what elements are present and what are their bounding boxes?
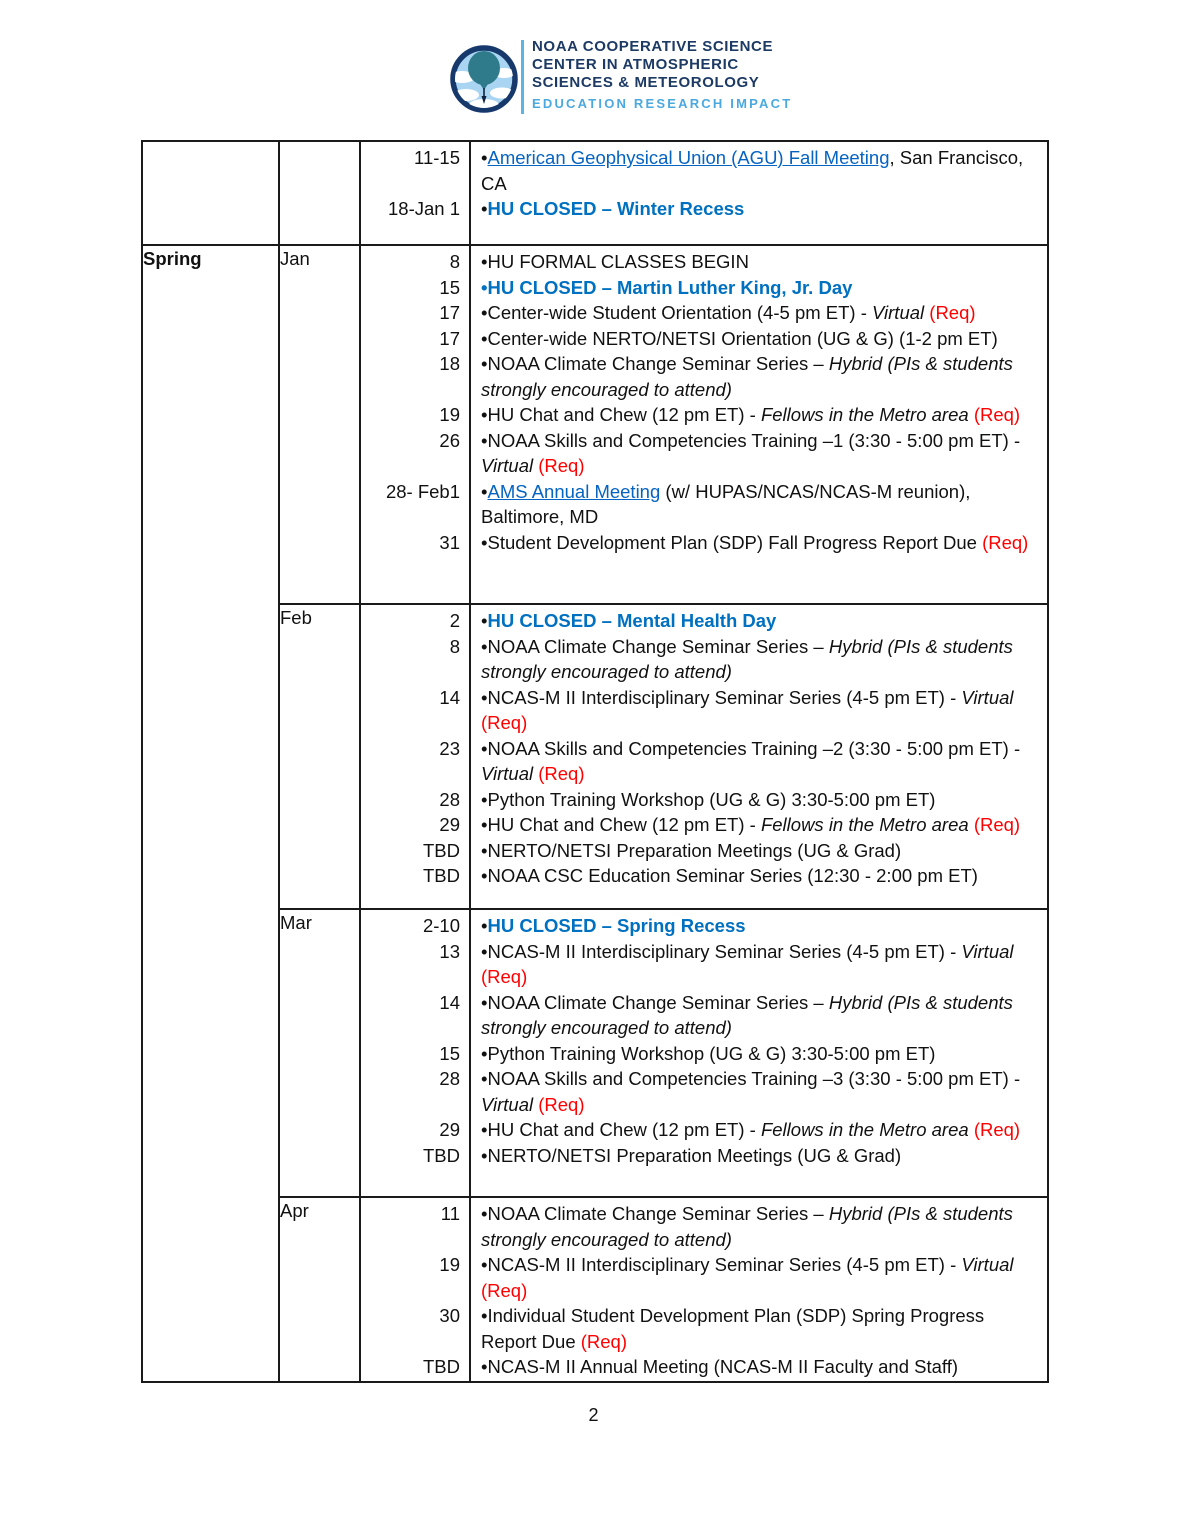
date-event-divider bbox=[469, 1198, 471, 1381]
table-row bbox=[142, 245, 1048, 604]
event-text-segment: Virtual bbox=[961, 940, 1014, 962]
dates-events-cell bbox=[360, 1197, 1048, 1382]
event-date: 17 bbox=[439, 302, 460, 323]
event-text bbox=[469, 275, 1047, 301]
event-text-segment: Virtual bbox=[872, 302, 925, 323]
event-text bbox=[469, 913, 1047, 939]
event-text-segment: •NOAA Climate Change Seminar Series – bbox=[481, 353, 829, 374]
event-text-segment: •NOAA Climate Change Seminar Series – bbox=[481, 1203, 829, 1224]
event-date: 18-Jan 1 bbox=[388, 198, 460, 219]
event-text-segment: • bbox=[481, 915, 488, 936]
event-text-segment: , San Francisco, CA bbox=[481, 147, 1024, 194]
event-text-segment: Virtual bbox=[481, 1093, 534, 1115]
event-text-segment: •NCAS-M II Interdisciplinary Seminar Series (4-5 pm ET) - bbox=[481, 686, 962, 708]
event-text-segment: •HU Chat and Chew (12 pm ET) - bbox=[481, 814, 761, 835]
event-date: 29 bbox=[439, 814, 460, 835]
event-text-segment: •NOAA Climate Change Seminar Series – bbox=[481, 635, 829, 657]
event-text bbox=[469, 1354, 1047, 1380]
event-text bbox=[469, 1303, 1047, 1354]
event-date: 28 bbox=[439, 1068, 460, 1089]
month-cell bbox=[279, 141, 360, 245]
event-text-segment: Virtual bbox=[481, 455, 534, 476]
event-text-segment: •NOAA Skills and Competencies Training –2 (3:30 - 5:00 pm ET) - bbox=[481, 737, 1021, 759]
event-text-segment: •HU Chat and Chew (12 pm ET) - bbox=[481, 404, 761, 425]
event-text-segment: (Req) bbox=[973, 404, 1021, 425]
event-text-segment: •HU FORMAL CLASSES BEGIN bbox=[481, 251, 749, 272]
event-text-segment: HU CLOSED – Winter Recess bbox=[487, 198, 745, 219]
org-title-line-1: NOAA COOPERATIVE SCIENCE bbox=[532, 38, 774, 55]
event-text bbox=[469, 736, 1047, 787]
event-date: 11 bbox=[440, 1203, 460, 1224]
event-text-segment: •NERTO/NETSI Preparation Meetings (UG & Grad) bbox=[481, 1144, 902, 1166]
event-text-segment: • bbox=[481, 610, 488, 631]
event-text bbox=[469, 326, 1047, 352]
event-text-segment: •NERTO/NETSI Preparation Meetings (UG & Grad) bbox=[481, 839, 902, 861]
event-text bbox=[469, 428, 1047, 479]
header-divider bbox=[521, 40, 524, 114]
event-text-segment: •HU Chat and Chew (12 pm ET) - bbox=[481, 1119, 761, 1140]
dates-events-cell bbox=[360, 604, 1048, 909]
season-cell: Spring bbox=[142, 245, 279, 1382]
event-text bbox=[469, 479, 1047, 530]
events-grid bbox=[361, 1198, 1047, 1380]
event-text-segment: Hybrid (PIs & students strongly encouraged to attend) bbox=[481, 353, 1013, 400]
event-text-segment: (Req) bbox=[538, 763, 585, 784]
event-text-segment: Fellows in the Metro area bbox=[760, 1119, 969, 1140]
event-text bbox=[469, 1143, 1047, 1169]
event-date: 14 bbox=[439, 991, 460, 1013]
event-text-segment: Hybrid (PIs & students strongly encouraged to attend) bbox=[481, 635, 1013, 682]
event-text-segment: •NOAA Skills and Competencies Training –3 (3:30 - 5:00 pm ET) - bbox=[481, 1068, 1021, 1089]
event-date: 2-10 bbox=[422, 915, 460, 936]
event-text-segment: (Req) bbox=[973, 814, 1021, 835]
event-date: 18 bbox=[439, 353, 460, 374]
org-title-line-2: CENTER IN ATMOSPHERIC bbox=[532, 56, 739, 73]
event-text-segment: Virtual bbox=[961, 686, 1014, 708]
event-text-segment: •Individual Student Development Plan (SDP) Spring Progress Report Due bbox=[481, 1305, 985, 1352]
event-link[interactable]: American Geophysical Union (AGU) Fall Meeting bbox=[487, 147, 890, 168]
event-date: TBD bbox=[423, 865, 460, 886]
event-text-segment: •NCAS-M II Annual Meeting (NCAS-M II Faculty and Staff) bbox=[481, 1356, 959, 1377]
event-text-segment: (Req) bbox=[580, 1330, 628, 1352]
event-date: 15 bbox=[439, 1042, 460, 1064]
table-row bbox=[142, 141, 1048, 245]
event-text-segment: (Req) bbox=[481, 712, 528, 733]
dates-events-cell bbox=[360, 245, 1048, 604]
event-text-segment: •Python Training Workshop (UG & G) 3:30-5:00 pm ET) bbox=[481, 1042, 936, 1064]
event-date: 8 bbox=[449, 251, 460, 272]
event-date: 14 bbox=[439, 686, 460, 708]
event-text-segment: • bbox=[481, 198, 488, 219]
dates-events-cell bbox=[360, 141, 1048, 245]
events-grid bbox=[361, 246, 1047, 555]
event-text-segment: •Student Development Plan (SDP) Fall Progress Report Due bbox=[481, 531, 983, 553]
event-text bbox=[469, 402, 1047, 428]
org-title-line-3: SCIENCES & METEOROLOGY bbox=[532, 74, 760, 91]
event-date: 26 bbox=[439, 429, 460, 451]
event-text-segment: • bbox=[481, 147, 488, 168]
event-text-segment: (Req) bbox=[929, 302, 976, 323]
event-text bbox=[469, 300, 1047, 326]
event-text-segment: Hybrid (PIs & students strongly encouraged to attend) bbox=[481, 991, 1013, 1038]
event-text bbox=[469, 863, 1047, 889]
event-date: 2 bbox=[449, 610, 460, 631]
date-event-divider bbox=[469, 142, 471, 244]
event-text-segment: Fellows in the Metro area bbox=[760, 404, 969, 425]
event-text-segment: HU CLOSED – Spring Recess bbox=[487, 915, 746, 936]
event-text-segment: Hybrid (PIs & students strongly encouraged to attend) bbox=[481, 1203, 1013, 1250]
event-text bbox=[469, 634, 1047, 685]
event-text-segment: (Req) bbox=[481, 1279, 528, 1301]
event-text-segment: (Req) bbox=[481, 966, 528, 987]
spring-semester-calendar-table bbox=[141, 140, 1049, 1383]
month-cell: Apr bbox=[279, 1197, 360, 1382]
event-date: TBD bbox=[423, 1356, 460, 1377]
event-date: 8 bbox=[449, 635, 460, 657]
event-date: TBD bbox=[423, 839, 460, 861]
calendar-table-body bbox=[142, 141, 1048, 1382]
event-date: 19 bbox=[439, 1254, 460, 1275]
event-text-segment: •NOAA Skills and Competencies Training –1 (3:30 - 5:00 pm ET) - bbox=[481, 429, 1021, 451]
event-text-segment: •Python Training Workshop (UG & G) 3:30-5:00 pm ET) bbox=[481, 788, 936, 810]
event-text-segment: HU CLOSED – Mental Health Day bbox=[487, 610, 777, 631]
event-text bbox=[469, 145, 1047, 196]
event-text-segment: •NOAA Climate Change Seminar Series – bbox=[481, 991, 829, 1013]
event-text bbox=[469, 1252, 1047, 1303]
event-text-segment: (Req) bbox=[538, 1093, 585, 1115]
org-tagline: EDUCATION RESEARCH IMPACT bbox=[532, 96, 793, 111]
event-text bbox=[469, 838, 1047, 864]
event-date: 15 bbox=[439, 276, 460, 298]
event-text bbox=[469, 1117, 1047, 1143]
event-date: 28- Feb1 bbox=[385, 480, 460, 502]
event-text bbox=[469, 685, 1047, 736]
event-date: 17 bbox=[439, 327, 460, 349]
event-text bbox=[469, 249, 1047, 275]
event-text-segment: (Req) bbox=[538, 455, 585, 476]
event-text-segment: •Center-wide NERTO/NETSI Orientation (UG & G) (1-2 pm ET) bbox=[481, 327, 998, 349]
event-date: 29 bbox=[439, 1119, 460, 1140]
event-text-segment: (w/ HUPAS/NCAS/NCAS-M reunion), Baltimore, MD bbox=[481, 480, 971, 527]
events-grid bbox=[361, 142, 1047, 222]
event-text bbox=[469, 787, 1047, 813]
date-event-divider bbox=[469, 910, 471, 1196]
event-text bbox=[469, 1041, 1047, 1067]
event-text bbox=[469, 608, 1047, 634]
event-text bbox=[469, 530, 1047, 556]
event-text-segment: •NCAS-M II Interdisciplinary Seminar Series (4-5 pm ET) - bbox=[481, 940, 962, 962]
month-cell: Feb bbox=[279, 604, 360, 909]
season-cell bbox=[142, 141, 279, 245]
event-date: 11-15 bbox=[414, 147, 460, 168]
month-cell: Jan bbox=[279, 245, 360, 604]
event-text-segment: •Center-wide Student Orientation (4-5 pm ET) - bbox=[481, 302, 873, 323]
event-text-segment: (Req) bbox=[973, 1119, 1021, 1140]
event-text-segment: (Req) bbox=[982, 531, 1029, 553]
page-number: 2 bbox=[588, 1405, 599, 1425]
event-date: 23 bbox=[439, 737, 460, 759]
event-text-segment: •NCAS-M II Interdisciplinary Seminar Series (4-5 pm ET) - bbox=[481, 1254, 962, 1275]
event-date: 30 bbox=[439, 1305, 460, 1326]
month-cell: Mar bbox=[279, 909, 360, 1197]
event-text-segment: •NOAA CSC Education Seminar Series (12:30 - 2:00 pm ET) bbox=[481, 865, 978, 886]
event-date: 19 bbox=[439, 404, 460, 425]
event-text bbox=[469, 1201, 1047, 1252]
event-text-segment: Virtual bbox=[961, 1254, 1014, 1275]
event-text bbox=[469, 351, 1047, 402]
event-date: 13 bbox=[439, 940, 460, 962]
event-text bbox=[469, 196, 1047, 222]
event-text-segment: • bbox=[481, 480, 488, 502]
event-text-segment: Fellows in the Metro area bbox=[760, 814, 969, 835]
event-text-segment: Virtual bbox=[481, 763, 534, 784]
date-event-divider bbox=[469, 605, 471, 908]
event-text bbox=[469, 939, 1047, 990]
event-text bbox=[469, 990, 1047, 1041]
event-date: 31 bbox=[439, 531, 460, 553]
event-text bbox=[469, 1066, 1047, 1117]
event-date: TBD bbox=[423, 1144, 460, 1166]
dates-events-cell bbox=[360, 909, 1048, 1197]
date-event-divider bbox=[469, 246, 471, 603]
event-date: 28 bbox=[439, 788, 460, 810]
event-text-segment: •HU CLOSED – Martin Luther King, Jr. Day bbox=[481, 276, 853, 298]
event-link[interactable]: AMS Annual Meeting bbox=[487, 480, 661, 502]
event-text bbox=[469, 812, 1047, 838]
events-grid bbox=[361, 605, 1047, 889]
events-grid bbox=[361, 910, 1047, 1168]
weather-balloon-logo-icon bbox=[450, 43, 518, 115]
